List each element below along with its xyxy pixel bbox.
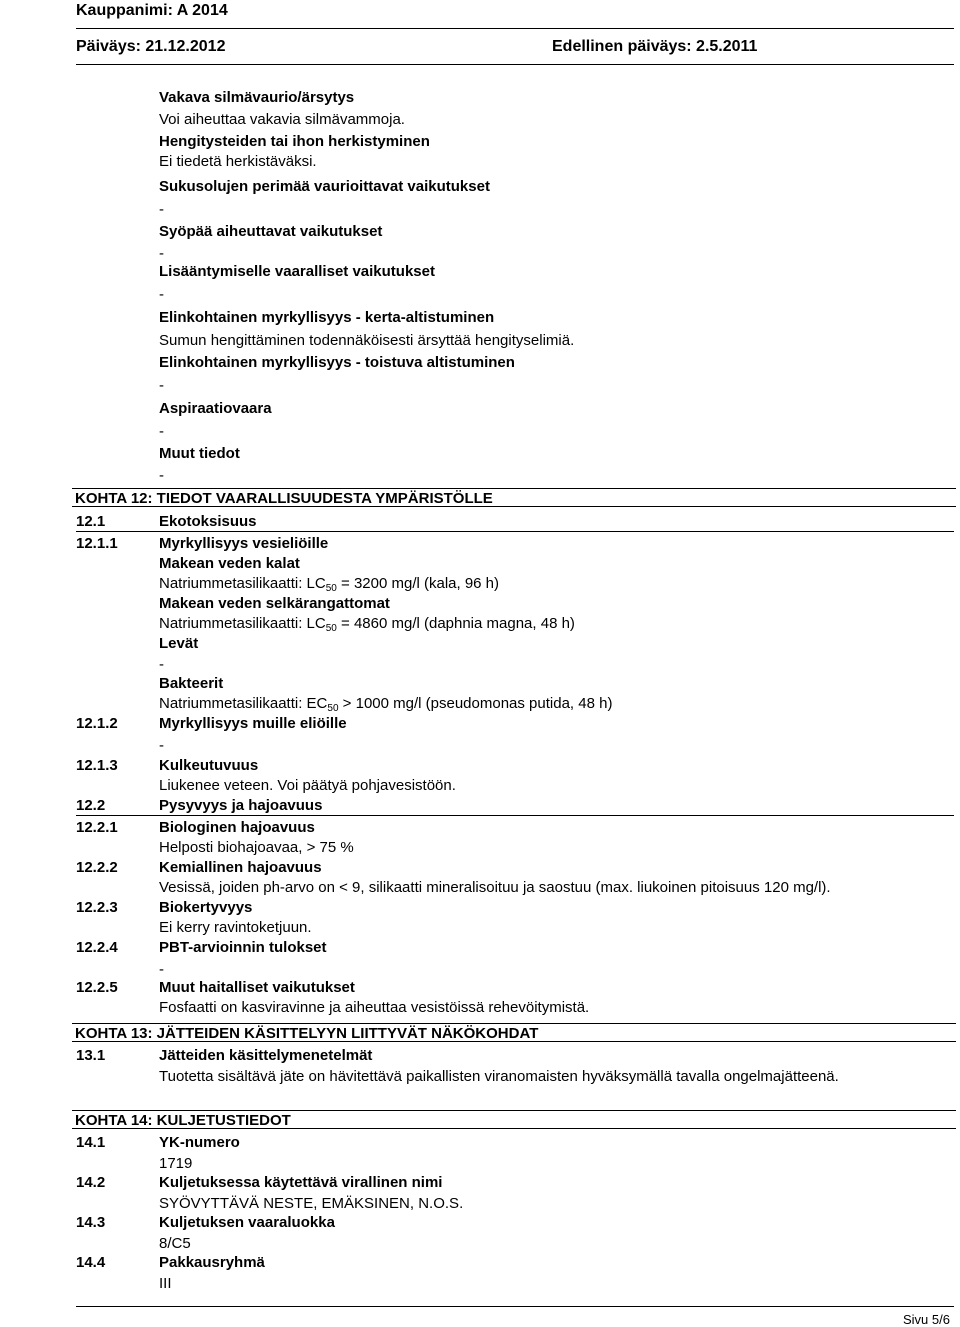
subsection-number: 12.2.4 xyxy=(76,939,118,956)
algae-heading: Levät xyxy=(159,635,199,652)
subsection-number: 12.2.5 xyxy=(76,979,118,996)
mobility-heading: Kulkeutuvuus xyxy=(159,757,259,774)
bacteria-heading: Bakteerit xyxy=(159,675,224,692)
subsection-number: 14.4 xyxy=(76,1254,106,1271)
pbt-value: - xyxy=(159,961,164,978)
stot-repeat-value: - xyxy=(159,377,164,394)
other-organisms-value: - xyxy=(159,737,164,754)
hazard-class-heading: Kuljetuksen vaaraluokka xyxy=(159,1214,335,1231)
sensitisation-text: Ei tiedetä herkistäväksi. xyxy=(159,153,317,170)
subsection-rule xyxy=(76,815,954,816)
reproductive-heading: Lisääntymiselle vaaralliset vaikutukset xyxy=(159,263,435,280)
subsection-number: 14.3 xyxy=(76,1214,106,1231)
stot-single-text: Sumun hengittäminen todennäköisesti ärsyttää hengityselimiä. xyxy=(159,332,575,349)
packing-group-value: III xyxy=(159,1275,172,1292)
carcinogenicity-value: - xyxy=(159,245,164,262)
carcinogenicity-heading: Syöpää aiheuttavat vaikutukset xyxy=(159,223,383,240)
issue-date: Päiväys: 21.12.2012 xyxy=(76,38,226,55)
footer-rule xyxy=(76,1306,954,1307)
mobility-text: Liukenee veteen. Voi päätyä pohjavesistöön. xyxy=(159,777,456,794)
waste-methods-text: Tuotetta sisältävä jäte on hävitettävä paikallisten viranomaisten hyväksymällä tavalla ongelmajätteenä. xyxy=(159,1068,839,1085)
subsection-number: 14.1 xyxy=(76,1134,106,1151)
stot-repeat-heading: Elinkohtainen myrkyllisyys - toistuva altistuminen xyxy=(159,354,515,371)
subsection-rule xyxy=(76,531,954,532)
eye-damage-heading: Vakava silmävaurio/ärsytys xyxy=(159,89,355,106)
algae-value: - xyxy=(159,656,164,673)
subsection-number: 12.1.2 xyxy=(76,715,118,732)
other-effects-heading: Muut haitalliset vaikutukset xyxy=(159,979,355,996)
fish-heading: Makean veden kalat xyxy=(159,555,300,572)
bacteria-result: Natriummetasilikaatti: $EC_{50} > 1000$ mg/l (pseudomonas putida, 48 h) xyxy=(159,695,613,714)
trade-name: Kauppanimi: A 2014 xyxy=(76,2,228,19)
aquatic-toxicity-heading: Myrkyllisyys vesieliöille xyxy=(159,535,329,552)
other-effects-text: Fosfaatti on kasviravinne ja aiheuttaa vesistöissä rehevöitymistä. xyxy=(159,999,590,1016)
chemical-degradability-heading: Kemiallinen hajoavuus xyxy=(159,859,322,876)
section-14-heading: KOHTA 14: KULJETUSTIEDOT xyxy=(72,1110,956,1129)
subsection-number: 13.1 xyxy=(76,1047,106,1064)
bioaccumulation-heading: Biokertyvyys xyxy=(159,899,253,916)
other-organisms-heading: Myrkyllisyys muille eliöille xyxy=(159,715,347,732)
aspiration-heading: Aspiraatiovaara xyxy=(159,400,272,417)
chemical-degradability-text: Vesissä, joiden ph-arvo on < 9, silikaatti mineralisoituu ja saostuu (max. liukoinen pitoisuus 120 mg/l). xyxy=(159,879,831,896)
other-info-value: - xyxy=(159,467,164,484)
un-number-heading: YK-numero xyxy=(159,1134,240,1151)
subsection-number: 12.2.3 xyxy=(76,899,118,916)
subsection-number: 12.1.1 xyxy=(76,535,118,552)
mutagenicity-heading: Sukusolujen perimää vaurioittavat vaikutukset xyxy=(159,178,490,195)
biodegradability-text: Helposti biohajoavaa, > 75 % xyxy=(159,839,354,856)
eye-damage-text: Voi aiheuttaa vakavia silmävammoja. xyxy=(159,111,405,128)
biodegradability-heading: Biologinen hajoavuus xyxy=(159,819,315,836)
section-12-heading: KOHTA 12: TIEDOT VAARALLISUUDESTA YMPÄRISTÖLLE xyxy=(72,488,956,507)
subsection-number: 14.2 xyxy=(76,1174,106,1191)
section-13-heading: KOHTA 13: JÄTTEIDEN KÄSITTELYYN LIITTYVÄT NÄKÖKOHDAT xyxy=(72,1023,956,1042)
waste-methods-heading: Jätteiden käsittelymenetelmät xyxy=(159,1047,373,1064)
subsection-number: 12.2.2 xyxy=(76,859,118,876)
subsection-number: 12.2.1 xyxy=(76,819,118,836)
ecotoxicity-heading: Ekotoksisuus xyxy=(159,513,257,530)
invertebrates-heading: Makean veden selkärangattomat xyxy=(159,595,390,612)
shipping-name-value: SYÖVYTTÄVÄ NESTE, EMÄKSINEN, N.O.S. xyxy=(159,1195,464,1212)
sensitisation-heading: Hengitysteiden tai ihon herkistyminen xyxy=(159,133,430,150)
hazard-class-value: 8/C5 xyxy=(159,1235,191,1252)
header-rule-bottom xyxy=(76,64,954,65)
invertebrates-result: Natriummetasilikaatti: $LC_{50} = 4860$ mg/l (daphnia magna, 48 h) xyxy=(159,615,575,634)
packing-group-heading: Pakkausryhmä xyxy=(159,1254,265,1271)
header-rule-top xyxy=(76,28,954,29)
fish-result: Natriummetasilikaatti: $LC_{50} = 3200$ mg/l (kala, 96 h) xyxy=(159,575,500,594)
page-number: Sivu 5/6 xyxy=(903,1312,950,1327)
aspiration-value: - xyxy=(159,423,164,440)
pbt-heading: PBT-arvioinnin tulokset xyxy=(159,939,327,956)
subsection-number: 12.1 xyxy=(76,513,106,530)
persistence-heading: Pysyvyys ja hajoavuus xyxy=(159,797,323,814)
un-number-value: 1719 xyxy=(159,1155,193,1172)
page-header xyxy=(0,0,960,62)
reproductive-value: - xyxy=(159,286,164,303)
subsection-number: 12.1.3 xyxy=(76,757,118,774)
stot-single-heading: Elinkohtainen myrkyllisyys - kerta-altistuminen xyxy=(159,309,495,326)
shipping-name-heading: Kuljetuksessa käytettävä virallinen nimi xyxy=(159,1174,443,1191)
previous-date: Edellinen päiväys: 2.5.2011 xyxy=(552,38,758,55)
other-info-heading: Muut tiedot xyxy=(159,445,240,462)
bioaccumulation-text: Ei kerry ravintoketjuun. xyxy=(159,919,312,936)
mutagenicity-value: - xyxy=(159,201,164,218)
subsection-number: 12.2 xyxy=(76,797,106,814)
